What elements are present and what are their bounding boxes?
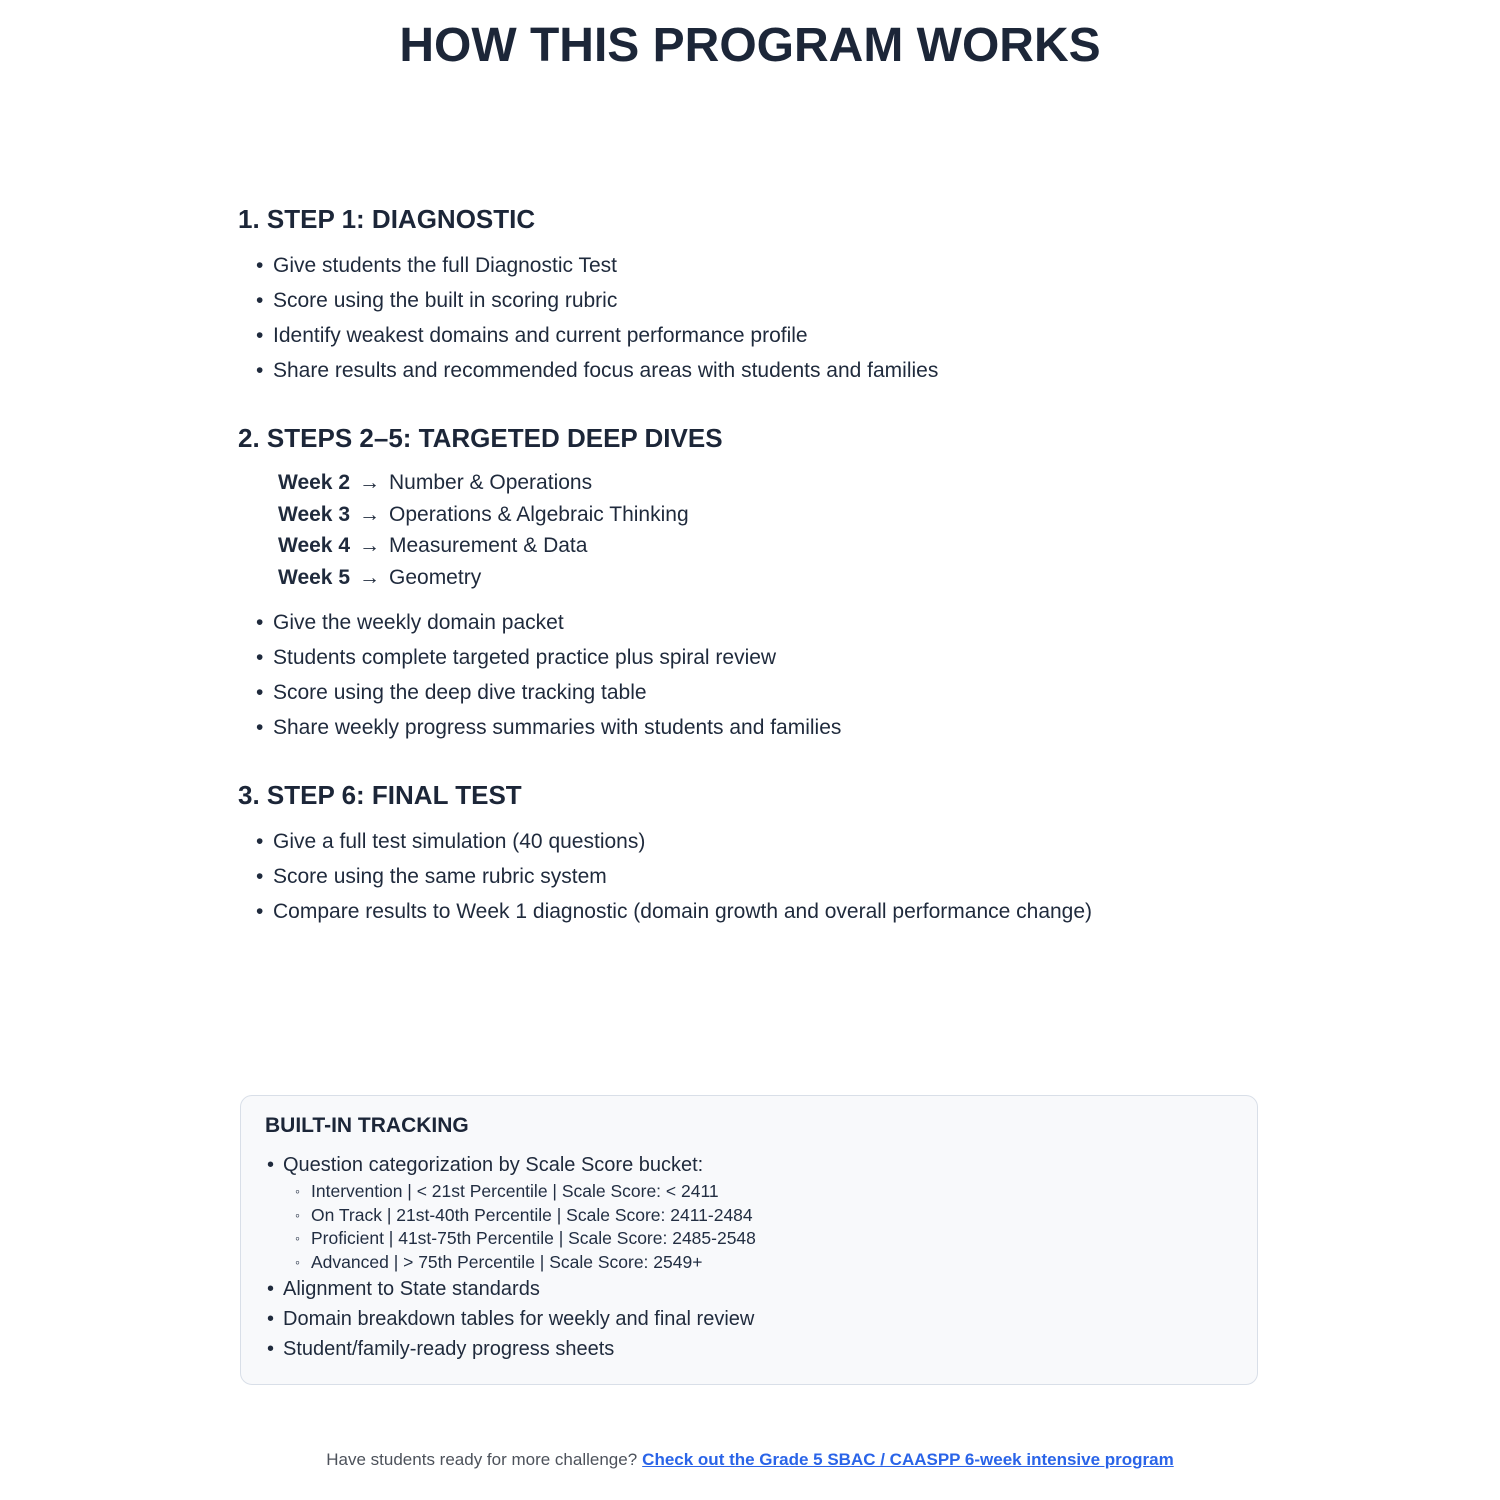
bullet-text: Share results and recommended focus areas with students and families	[273, 359, 939, 382]
scale-score-bucket-list	[267, 1180, 1233, 1274]
footer	[0, 1448, 1500, 1472]
bullet-icon: •	[267, 1154, 275, 1176]
week-label: Week 2	[278, 471, 350, 494]
sub-bullet-icon: ◦	[295, 1230, 300, 1246]
sub-bullet-icon: ◦	[295, 1183, 300, 1199]
footer-prompt: Have students ready for more challenge?	[326, 1450, 638, 1469]
tracking-bullet-item	[267, 1304, 1233, 1334]
bullet-list	[238, 605, 1278, 745]
bullet-icon: •	[267, 1278, 275, 1300]
bullet-icon: •	[267, 1308, 275, 1330]
main-content	[238, 203, 1278, 929]
bullet-text: Domain breakdown tables for weekly and final review	[283, 1308, 755, 1330]
bullet-item	[256, 894, 1278, 929]
tracking-box-heading: BUILT-IN TRACKING	[265, 1114, 469, 1137]
week-topic: Operations & Algebraic Thinking	[389, 502, 689, 526]
intensive-program-link[interactable]: Check out the Grade 5 SBAC / CAASPP 6-week intensive program	[642, 1450, 1174, 1469]
section-step-6-final-test	[238, 779, 1278, 929]
sub-bullet-text: Intervention | < 21st Percentile | Scale Score: < 2411	[311, 1181, 719, 1201]
section-number: 1.	[238, 204, 260, 234]
bullet-icon: •	[256, 681, 264, 704]
bullet-text: Score using the built in scoring rubric	[273, 289, 618, 312]
bullet-item	[256, 824, 1278, 859]
bullet-text: Student/family-ready progress sheets	[283, 1338, 615, 1360]
bullet-item	[256, 318, 1278, 353]
week-label: Week 3	[278, 502, 350, 526]
bullet-icon: •	[256, 830, 264, 853]
bullet-item	[256, 248, 1278, 283]
week-row	[278, 562, 1278, 594]
section-number: 2.	[238, 423, 260, 453]
bullet-list	[238, 248, 1278, 388]
bullet-text: Give students the full Diagnostic Test	[273, 254, 617, 277]
section-step-1-diagnostic	[238, 203, 1278, 388]
week-label: Week 4	[278, 534, 350, 557]
section-heading-text: STEP 6: FINAL TEST	[266, 780, 522, 810]
bullet-item	[256, 859, 1278, 894]
bullet-icon: •	[256, 865, 264, 888]
page-title: HOW THIS PROGRAM WORKS	[399, 19, 1101, 72]
arrow-icon: →	[359, 502, 380, 526]
bullet-text: Score using the same rubric system	[273, 865, 607, 888]
tracking-bullet-list	[265, 1150, 1233, 1364]
arrow-icon: →	[359, 471, 380, 494]
week-label: Week 5	[278, 565, 350, 589]
bullet-item	[256, 710, 1278, 745]
bullet-item	[256, 640, 1278, 675]
bullet-icon: •	[256, 646, 264, 669]
section-heading	[238, 203, 1278, 235]
bullet-icon: •	[256, 716, 264, 739]
bullet-icon: •	[256, 254, 264, 277]
bullet-text: Alignment to State standards	[283, 1278, 540, 1300]
bullet-item	[256, 283, 1278, 318]
week-row	[278, 530, 1278, 562]
week-topic: Number & Operations	[389, 471, 593, 494]
sub-bullet-text: On Track | 21st-40th Percentile | Scale Score: 2411-2484	[311, 1204, 753, 1225]
bullet-text: Score using the deep dive tracking table	[273, 681, 647, 704]
bullet-item	[256, 605, 1278, 640]
bullet-text: Give a full test simulation (40 questions)	[273, 830, 646, 853]
week-topic: Geometry	[389, 565, 482, 589]
tracking-box	[240, 1095, 1258, 1385]
arrow-icon: →	[359, 565, 380, 589]
section-heading	[238, 779, 1278, 811]
sub-bullet-item	[295, 1180, 1233, 1204]
week-row	[278, 499, 1278, 531]
bullet-text: Share weekly progress summaries with students and families	[273, 716, 842, 739]
section-heading	[238, 422, 1278, 454]
tracking-bullet-item	[267, 1334, 1233, 1364]
week-topic: Measurement & Data	[389, 534, 588, 557]
bullet-icon: •	[256, 611, 264, 634]
bullet-text: Identify weakest domains and current performance profile	[273, 324, 808, 347]
bullet-icon: •	[267, 1338, 275, 1360]
week-schedule-list	[278, 467, 1278, 593]
bullet-icon: •	[256, 900, 264, 923]
section-number: 3.	[238, 780, 260, 810]
bullet-text: Compare results to Week 1 diagnostic (domain growth and overall performance change)	[273, 900, 1093, 923]
bullet-text: Question categorization by Scale Score bucket:	[283, 1154, 704, 1176]
bullet-icon: •	[256, 359, 264, 382]
bullet-text: Students complete targeted practice plus spiral review	[273, 646, 777, 669]
sub-bullet-text: Advanced | > 75th Percentile | Scale Score: 2549+	[311, 1251, 703, 1272]
bullet-item	[256, 675, 1278, 710]
bullet-icon: •	[256, 324, 264, 347]
bullet-text: Give the weekly domain packet	[273, 611, 564, 634]
bullet-item	[256, 353, 1278, 388]
week-row	[278, 467, 1278, 499]
bullet-icon: •	[256, 289, 264, 312]
section-steps-2-5-deep-dives	[238, 422, 1278, 745]
arrow-icon: →	[359, 534, 380, 557]
section-heading-text: STEP 1: DIAGNOSTIC	[266, 204, 536, 234]
sub-bullet-text: Proficient | 41st-75th Percentile | Scale Score: 2485-2548	[311, 1228, 756, 1248]
bullet-list	[238, 824, 1278, 929]
sub-bullet-icon: ◦	[295, 1206, 300, 1223]
sub-bullet-item	[295, 1204, 1233, 1228]
tracking-bullet-item	[267, 1150, 1233, 1274]
sub-bullet-item	[295, 1227, 1233, 1251]
sub-bullet-item	[295, 1251, 1233, 1275]
tracking-bullet-item	[267, 1274, 1233, 1304]
sub-bullet-icon: ◦	[295, 1253, 300, 1270]
section-heading-text: STEPS 2–5: TARGETED DEEP DIVES	[266, 423, 723, 453]
